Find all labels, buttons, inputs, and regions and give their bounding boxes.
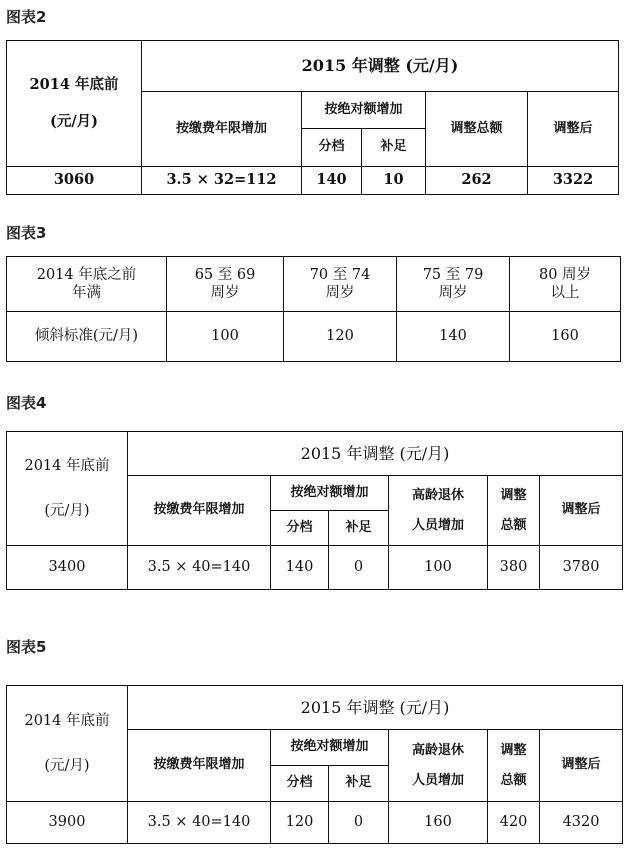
t5-cell-topup: 0 <box>329 802 389 844</box>
table3-caption: 图表3 <box>6 224 47 242</box>
t4-cell-total: 380 <box>488 546 540 590</box>
t5-base-header <box>7 686 128 802</box>
table5-caption: 图表5 <box>6 638 47 656</box>
table-row <box>7 546 623 590</box>
t2-abs-header: 按绝对额增加 <box>302 92 426 129</box>
t4-cell-after: 3780 <box>540 546 623 590</box>
t4-cell-base: 3400 <box>7 546 128 590</box>
t4-tier-header: 分档 <box>271 511 329 546</box>
t2-cell-topup: 10 <box>362 167 426 195</box>
t5-topup-header: 补足 <box>329 766 389 802</box>
table2 <box>6 40 619 195</box>
t4-cell-tier: 140 <box>271 546 329 590</box>
t3-cell-65-69: 100 <box>167 312 284 362</box>
table-row <box>7 167 619 195</box>
t3-cell-70-74: 120 <box>284 312 397 362</box>
t5-after-header: 调整后 <box>540 730 623 802</box>
t2-cell-after: 3322 <box>528 167 619 195</box>
t4-base-header <box>7 432 128 546</box>
t2-base-header-line1: 2014 年底前 <box>29 76 119 94</box>
t4-base-header-line1: 2014 年底前 <box>24 458 110 475</box>
t4-contrib-header: 按缴费年限增加 <box>128 476 271 546</box>
t2-contrib-header: 按缴费年限增加 <box>142 92 302 167</box>
t4-elder-header: 高龄退休 人员增加 <box>389 476 488 546</box>
t5-cell-base: 3900 <box>7 802 128 844</box>
t5-abs-header: 按绝对额增加 <box>271 730 389 766</box>
t4-after-header: 调整后 <box>540 476 623 546</box>
t5-cell-after: 4320 <box>540 802 623 844</box>
t4-cell-elder: 100 <box>389 546 488 590</box>
t2-adjust-header: 2015 年调整 (元/月) <box>142 41 619 92</box>
t3-header-75-79: 75 至 79 周岁 <box>397 257 510 312</box>
t5-base-header-line2: (元/月) <box>44 757 90 774</box>
t4-base-header-line2: (元/月) <box>44 502 90 519</box>
t4-total-header: 调整 总额 <box>488 476 540 546</box>
t3-header-65-69: 65 至 69 周岁 <box>167 257 284 312</box>
t5-adjust-header: 2015 年调整 (元/月) <box>128 686 623 730</box>
t3-row-label: 倾斜标准(元/月) <box>7 312 167 362</box>
t3-header-70-74: 70 至 74 周岁 <box>284 257 397 312</box>
table4-caption: 图表4 <box>6 394 47 412</box>
t5-elder-header: 高龄退休 人员增加 <box>389 730 488 802</box>
table5 <box>6 685 623 844</box>
table2-caption: 图表2 <box>6 8 47 26</box>
t2-total-header: 调整总额 <box>426 92 528 167</box>
t5-cell-total: 420 <box>488 802 540 844</box>
t5-cell-contrib: 3.5 × 40=140 <box>128 802 271 844</box>
t5-cell-tier: 120 <box>271 802 329 844</box>
t3-header-age: 2014 年底之前 年满 <box>7 257 167 312</box>
t4-cell-topup: 0 <box>329 546 389 590</box>
table4 <box>6 431 623 590</box>
t2-topup-header: 补足 <box>362 129 426 167</box>
table-row <box>7 312 621 362</box>
t5-base-header-line1: 2014 年底前 <box>24 713 110 730</box>
t2-after-header: 调整后 <box>528 92 619 167</box>
t2-cell-tier: 140 <box>302 167 362 195</box>
t3-header-80-plus: 80 周岁 以上 <box>510 257 621 312</box>
table3 <box>6 256 621 362</box>
t5-cell-elder: 160 <box>389 802 488 844</box>
t2-cell-total: 262 <box>426 167 528 195</box>
t5-total-header: 调整 总额 <box>488 730 540 802</box>
t3-cell-75-79: 140 <box>397 312 510 362</box>
t4-abs-header: 按绝对额增加 <box>271 476 389 511</box>
t5-tier-header: 分档 <box>271 766 329 802</box>
t4-topup-header: 补足 <box>329 511 389 546</box>
t2-base-header <box>7 41 142 167</box>
table-row <box>7 802 623 844</box>
t2-base-header-line2: (元/月) <box>49 112 99 130</box>
t4-adjust-header: 2015 年调整 (元/月) <box>128 432 623 476</box>
t4-cell-contrib: 3.5 × 40=140 <box>128 546 271 590</box>
t2-tier-header: 分档 <box>302 129 362 167</box>
t2-cell-base: 3060 <box>7 167 142 195</box>
t2-cell-contrib: 3.5 × 32=112 <box>142 167 302 195</box>
t5-contrib-header: 按缴费年限增加 <box>128 730 271 802</box>
t3-cell-80-plus: 160 <box>510 312 621 362</box>
